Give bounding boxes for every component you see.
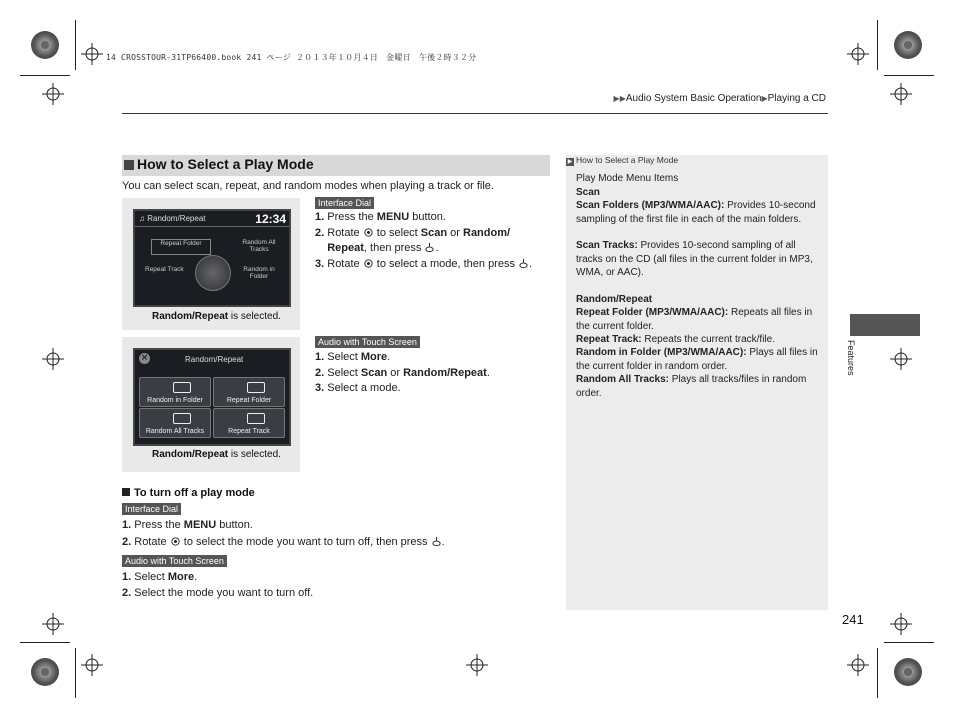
breadcrumb-arrow-icon: ▶▶ [613, 94, 626, 103]
registration-cross-icon [890, 83, 912, 105]
section-tab-label: Features [846, 340, 856, 376]
figure-caption: Random/Repeat is selected. [152, 449, 281, 460]
screen-option: Random All Tracks [242, 239, 276, 253]
registration-cross-icon [466, 654, 488, 676]
sidebar-item: Scan Folders (MP3/WMA/AAC): Provides 10-second sampling of the first file in each of the main folders. [576, 200, 816, 225]
press-dial-icon [431, 536, 442, 547]
sidebar-note [566, 155, 828, 610]
step-item: 1. Press the MENU button. [315, 211, 446, 223]
figure-caption: Random/Repeat is selected. [152, 311, 281, 322]
breadcrumb-arrow-icon: ▶ [761, 94, 768, 103]
dial-screen-image [133, 209, 291, 307]
registration-cross-icon [42, 83, 64, 105]
interface-dial-icon [363, 258, 374, 269]
registration-cross-icon [42, 348, 64, 370]
breadcrumb-item[interactable]: Playing a CD [767, 93, 826, 104]
interface-dial-tag: Interface Dial [315, 197, 374, 209]
crop-line [877, 648, 878, 698]
sidebar-item: Scan Tracks: Provides 10-second sampling of all tracks on the CD (all files in the current folder in MP3, WMA, or AAC). [576, 240, 813, 278]
press-dial-icon [518, 258, 529, 269]
section-header [122, 155, 550, 176]
touch-screen-image [133, 348, 291, 446]
crop-line [877, 20, 878, 70]
dial-steps [315, 210, 555, 272]
registration-cross-icon [81, 43, 103, 65]
section-tab[interactable] [850, 314, 920, 336]
step-item: 1. Select More. [122, 571, 198, 583]
turn-off-touch-steps [122, 569, 562, 601]
turn-off-dial-steps [122, 517, 562, 551]
registration-cross-icon [847, 654, 869, 676]
dial-figure [122, 198, 300, 330]
registration-dial-top-right [894, 31, 922, 59]
crop-line [20, 75, 70, 76]
touch-screen-tag: Audio with Touch Screen [122, 555, 227, 567]
step-item: 2. Rotate to select the mode you want to turn off, then press . [122, 536, 445, 548]
sidebar-heading: Play Mode Menu Items [576, 173, 679, 184]
sidebar-subheading: Scan [576, 187, 600, 198]
crop-line [884, 642, 934, 643]
intro-text: You can select scan, repeat, and random modes when playing a track or file. [122, 180, 494, 192]
step-item: 3. Select a mode. [315, 382, 401, 394]
crop-line [20, 642, 70, 643]
touch-button: Repeat Track [213, 408, 285, 438]
press-dial-icon [424, 242, 435, 253]
header-rule [122, 113, 828, 114]
touch-button: Random All Tracks [139, 408, 211, 438]
registration-cross-icon [890, 613, 912, 635]
breadcrumb-item[interactable]: Audio System Basic Operation [625, 93, 762, 104]
registration-cross-icon [847, 43, 869, 65]
interface-dial-tag: Interface Dial [122, 503, 181, 515]
interface-dial-icon [170, 536, 181, 547]
screen-title: Random/Repeat [185, 355, 244, 364]
registration-dial-bottom-right [894, 658, 922, 686]
touch-figure [122, 337, 300, 472]
touch-steps [315, 350, 555, 397]
print-header: 14 CROSSTOUR-31TP66400.book 241 ページ ２０１３年１０月４日 金曜日 午後２時３２分 [106, 53, 477, 62]
dial-knob-icon [195, 255, 231, 291]
interface-dial-icon [363, 227, 374, 238]
note-arrow-icon: ▶ [567, 159, 573, 165]
crop-line [75, 20, 76, 70]
touch-button: Repeat Folder [213, 377, 285, 407]
screen-option: Repeat Track [145, 266, 184, 273]
registration-cross-icon [42, 613, 64, 635]
touch-button: Random in Folder [139, 377, 211, 407]
sidebar-item: Repeat Folder (MP3/WMA/AAC): Repeats all files in the current folder. [576, 307, 813, 332]
registration-cross-icon [890, 348, 912, 370]
touch-screen-tag: Audio with Touch Screen [315, 336, 420, 348]
registration-cross-icon [81, 654, 103, 676]
crop-line [884, 75, 934, 76]
section-title: How to Select a Play Mode [137, 156, 314, 172]
screen-option: Repeat Folder [151, 239, 211, 255]
square-bullet-icon [124, 160, 134, 170]
screen-clock: 12:34 [255, 212, 286, 226]
square-bullet-icon [122, 488, 130, 496]
breadcrumb [614, 93, 826, 104]
step-item: 2. Select the mode you want to turn off. [122, 587, 314, 599]
step-item: 2. Rotate to select Scan or Random/ Repeat, then press . [315, 226, 511, 254]
registration-dial-top-left [31, 31, 59, 59]
step-item: 1. Select More. [315, 351, 391, 363]
screen-title: ♫ Random/Repeat [139, 214, 206, 223]
registration-dial-bottom-left [31, 658, 59, 686]
close-icon: × [140, 353, 149, 363]
sidebar-subheading: Random/Repeat [576, 294, 653, 305]
page-number: 241 [842, 612, 864, 627]
crop-line [75, 648, 76, 698]
step-item: 3. Rotate to select a mode, then press . [315, 257, 533, 270]
sidebar-item: Random in Folder (MP3/WMA/AAC): Plays all files in the current folder in random order. [576, 347, 818, 372]
step-item: 2. Select Scan or Random/Repeat. [315, 366, 490, 379]
step-item: 1. Press the MENU button. [122, 519, 253, 531]
sidebar-item: Repeat Track: Repeats the current track/file. [576, 334, 775, 345]
screen-option: Random in Folder [243, 266, 275, 280]
turn-off-heading: To turn off a play mode [122, 487, 255, 499]
sidebar-item: Random All Tracks: Plays all tracks/files in random order. [576, 374, 807, 399]
sidebar-title: ▶ How to Select a Play Mode [567, 155, 679, 165]
